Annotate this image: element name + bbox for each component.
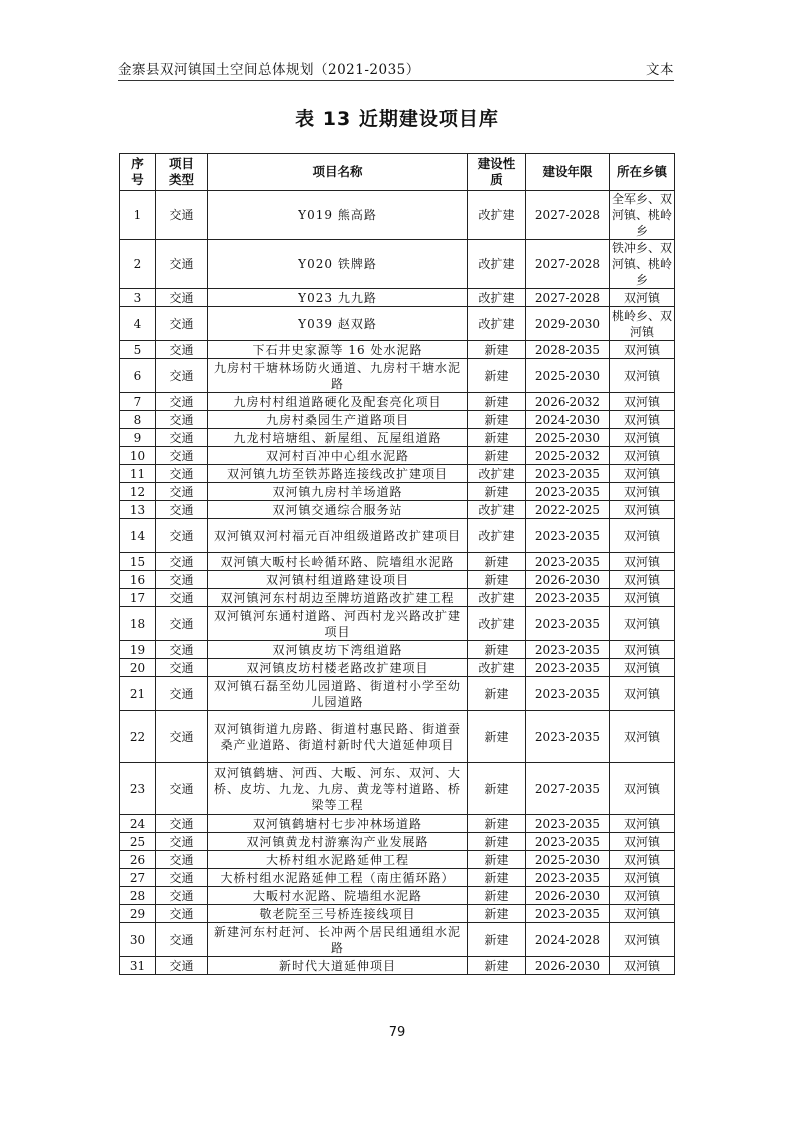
table-row [120,641,675,659]
table-row [120,519,675,553]
cell-town: 双河镇 [610,869,675,887]
cell-nature: 新建 [468,393,526,411]
cell-period: 2023-2035 [526,659,610,677]
cell-type: 交通 [156,677,208,711]
cell-town: 铁冲乡、双河镇、桃岭乡 [610,240,675,289]
cell-type: 交通 [156,641,208,659]
header-col-type: 项目类型 [156,154,208,191]
cell-index: 12 [120,483,156,501]
cell-town: 双河镇 [610,887,675,905]
table-row [120,763,675,815]
cell-town: 双河镇 [610,957,675,975]
cell-index: 3 [120,289,156,307]
cell-index: 5 [120,341,156,359]
cell-index: 8 [120,411,156,429]
cell-period: 2024-2030 [526,411,610,429]
cell-period: 2023-2035 [526,553,610,571]
cell-period: 2023-2035 [526,465,610,483]
cell-period: 2025-2032 [526,447,610,465]
cell-town: 双河镇 [610,905,675,923]
cell-nature: 新建 [468,711,526,763]
table-row [120,869,675,887]
cell-name: 九房村干塘林场防火通道、九房村干塘水泥路 [208,359,468,393]
table-row [120,957,675,975]
cell-nature: 新建 [468,763,526,815]
cell-type: 交通 [156,887,208,905]
cell-period: 2027-2028 [526,240,610,289]
cell-type: 交通 [156,359,208,393]
cell-town: 双河镇 [610,501,675,519]
cell-town: 双河镇 [610,589,675,607]
cell-type: 交通 [156,240,208,289]
table-row [120,905,675,923]
cell-nature: 改扩建 [468,501,526,519]
table-row [120,447,675,465]
cell-town: 双河镇 [610,447,675,465]
cell-name: 双河镇河东通村道路、河西村龙兴路改扩建项目 [208,607,468,641]
cell-name: 双河镇皮坊村楼老路改扩建项目 [208,659,468,677]
table-row [120,677,675,711]
table-row [120,659,675,677]
cell-nature: 改扩建 [468,240,526,289]
cell-index: 22 [120,711,156,763]
cell-nature: 新建 [468,833,526,851]
cell-index: 10 [120,447,156,465]
cell-name: 双河镇石磊至幼儿园道路、街道村小学至幼儿园道路 [208,677,468,711]
cell-town: 双河镇 [610,341,675,359]
cell-index: 20 [120,659,156,677]
table-row [120,341,675,359]
cell-type: 交通 [156,923,208,957]
cell-town: 双河镇 [610,923,675,957]
cell-town: 双河镇 [610,553,675,571]
cell-type: 交通 [156,833,208,851]
cell-type: 交通 [156,429,208,447]
cell-type: 交通 [156,869,208,887]
header-col-nature: 建设性质 [468,154,526,191]
cell-type: 交通 [156,501,208,519]
table-row [120,607,675,641]
cell-type: 交通 [156,553,208,571]
cell-type: 交通 [156,191,208,240]
header-divider [118,80,674,81]
table-row [120,833,675,851]
cell-index: 1 [120,191,156,240]
cell-name: 九龙村培塘组、新屋组、瓦屋组道路 [208,429,468,447]
table-title: 表 13 近期建设项目库 [295,108,499,130]
cell-index: 4 [120,307,156,341]
cell-index: 2 [120,240,156,289]
cell-type: 交通 [156,447,208,465]
cell-index: 11 [120,465,156,483]
cell-period: 2027-2028 [526,289,610,307]
cell-nature: 新建 [468,957,526,975]
cell-nature: 新建 [468,887,526,905]
cell-period: 2023-2035 [526,815,610,833]
cell-period: 2025-2030 [526,359,610,393]
cell-name: 敬老院至三号桥连接线项目 [208,905,468,923]
cell-nature: 改扩建 [468,289,526,307]
table-row [120,465,675,483]
cell-nature: 新建 [468,447,526,465]
cell-index: 9 [120,429,156,447]
cell-town: 双河镇 [610,289,675,307]
cell-name: 双河镇鹤塘、河西、大畈、河东、双河、大桥、皮坊、九龙、九房、黄龙等村道路、桥梁等工程 [208,763,468,815]
page-header [118,56,674,78]
cell-type: 交通 [156,851,208,869]
cell-index: 23 [120,763,156,815]
cell-name: 双河镇河东村胡边至牌坊道路改扩建工程 [208,589,468,607]
cell-period: 2026-2030 [526,887,610,905]
page-number: 79 [388,1025,406,1040]
cell-period: 2024-2028 [526,923,610,957]
cell-nature: 新建 [468,341,526,359]
cell-period: 2022-2025 [526,501,610,519]
cell-town: 双河镇 [610,641,675,659]
cell-index: 24 [120,815,156,833]
table-row [120,411,675,429]
cell-name: 双河镇大畈村长岭循环路、院墙组水泥路 [208,553,468,571]
cell-type: 交通 [156,289,208,307]
table-row [120,815,675,833]
cell-town: 双河镇 [610,411,675,429]
cell-name: 双河镇街道九房路、街道村惠民路、街道蚕桑产业道路、街道村新时代大道延伸项目 [208,711,468,763]
cell-name: 大畈村水泥路、院墙组水泥路 [208,887,468,905]
table-row [120,501,675,519]
document-section: 文本 [646,62,674,78]
table-row [120,589,675,607]
cell-nature: 新建 [468,815,526,833]
cell-period: 2025-2030 [526,851,610,869]
cell-town: 双河镇 [610,659,675,677]
cell-period: 2029-2030 [526,307,610,341]
table-row [120,711,675,763]
cell-period: 2023-2035 [526,711,610,763]
cell-index: 25 [120,833,156,851]
cell-index: 27 [120,869,156,887]
table-body [120,191,675,975]
cell-name: 双河镇九房村羊场道路 [208,483,468,501]
header-col-index: 序号 [120,154,156,191]
cell-index: 30 [120,923,156,957]
cell-period: 2028-2035 [526,341,610,359]
cell-nature: 新建 [468,869,526,887]
header-col-period: 建设年限 [526,154,610,191]
cell-period: 2023-2035 [526,641,610,659]
cell-name: 大桥村组水泥路延伸工程 [208,851,468,869]
table-row [120,240,675,289]
cell-name: 双河镇鹤塘村七步冲林场道路 [208,815,468,833]
cell-name: 双河村百冲中心组水泥路 [208,447,468,465]
cell-name: 大桥村组水泥路延伸工程（南庄循环路） [208,869,468,887]
cell-period: 2023-2035 [526,833,610,851]
cell-town: 双河镇 [610,677,675,711]
cell-nature: 新建 [468,571,526,589]
cell-index: 6 [120,359,156,393]
cell-type: 交通 [156,815,208,833]
cell-nature: 新建 [468,411,526,429]
cell-period: 2025-2030 [526,429,610,447]
cell-type: 交通 [156,957,208,975]
cell-town: 双河镇 [610,519,675,553]
header-col-town: 所在乡镇 [610,154,675,191]
cell-town: 双河镇 [610,711,675,763]
project-table [119,153,675,975]
table-header [120,154,675,191]
cell-period: 2023-2035 [526,519,610,553]
cell-index: 19 [120,641,156,659]
cell-name: 双河镇九坊至铁苏路连接线改扩建项目 [208,465,468,483]
cell-nature: 新建 [468,429,526,447]
cell-name: 双河镇黄龙村游寨沟产业发展路 [208,833,468,851]
cell-town: 双河镇 [610,571,675,589]
cell-period: 2026-2032 [526,393,610,411]
cell-nature: 新建 [468,483,526,501]
cell-nature: 新建 [468,359,526,393]
cell-index: 28 [120,887,156,905]
cell-town: 全军乡、双河镇、桃岭乡 [610,191,675,240]
cell-index: 13 [120,501,156,519]
cell-nature: 改扩建 [468,465,526,483]
cell-nature: 改扩建 [468,307,526,341]
table-row [120,289,675,307]
cell-type: 交通 [156,905,208,923]
cell-period: 2026-2030 [526,571,610,589]
cell-nature: 改扩建 [468,659,526,677]
cell-type: 交通 [156,483,208,501]
cell-name: Y023 九九路 [208,289,468,307]
cell-type: 交通 [156,571,208,589]
cell-town: 桃岭乡、双河镇 [610,307,675,341]
cell-nature: 新建 [468,641,526,659]
cell-period: 2026-2030 [526,957,610,975]
cell-index: 7 [120,393,156,411]
cell-type: 交通 [156,711,208,763]
cell-type: 交通 [156,519,208,553]
cell-period: 2023-2035 [526,607,610,641]
cell-town: 双河镇 [610,393,675,411]
cell-index: 16 [120,571,156,589]
table-row [120,429,675,447]
cell-name: 下石井史家源等 16 处水泥路 [208,341,468,359]
cell-town: 双河镇 [610,359,675,393]
cell-nature: 新建 [468,905,526,923]
cell-index: 26 [120,851,156,869]
cell-name: Y039 赵双路 [208,307,468,341]
cell-nature: 新建 [468,677,526,711]
cell-town: 双河镇 [610,815,675,833]
table-row [120,571,675,589]
cell-name: 新建河东村赶河、长冲两个居民组通组水泥路 [208,923,468,957]
cell-name: 九房村村组道路硬化及配套亮化项目 [208,393,468,411]
cell-period: 2027-2028 [526,191,610,240]
header-col-name: 项目名称 [208,154,468,191]
header-row [120,154,675,191]
cell-nature: 新建 [468,553,526,571]
cell-index: 31 [120,957,156,975]
cell-period: 2023-2035 [526,869,610,887]
table-row [120,923,675,957]
cell-nature: 新建 [468,851,526,869]
cell-town: 双河镇 [610,465,675,483]
cell-period: 2027-2035 [526,763,610,815]
table-row [120,191,675,240]
cell-period: 2023-2035 [526,677,610,711]
cell-type: 交通 [156,659,208,677]
cell-type: 交通 [156,393,208,411]
cell-index: 14 [120,519,156,553]
cell-name: 双河镇皮坊下湾组道路 [208,641,468,659]
cell-town: 双河镇 [610,851,675,869]
cell-period: 2023-2035 [526,483,610,501]
cell-index: 18 [120,607,156,641]
cell-name: Y019 熊高路 [208,191,468,240]
table-row [120,851,675,869]
cell-name: 新时代大道延伸项目 [208,957,468,975]
cell-nature: 改扩建 [468,607,526,641]
cell-type: 交通 [156,763,208,815]
cell-type: 交通 [156,411,208,429]
cell-name: Y020 铁牌路 [208,240,468,289]
cell-index: 29 [120,905,156,923]
cell-town: 双河镇 [610,483,675,501]
table-row [120,307,675,341]
cell-name: 九房村桑园生产道路项目 [208,411,468,429]
table-row [120,483,675,501]
table-row [120,393,675,411]
cell-type: 交通 [156,465,208,483]
cell-type: 交通 [156,607,208,641]
cell-period: 2023-2035 [526,905,610,923]
cell-town: 双河镇 [610,763,675,815]
cell-period: 2023-2035 [526,589,610,607]
cell-town: 双河镇 [610,607,675,641]
document-title: 金寨县双河镇国土空间总体规划（2021-2035） [118,62,420,78]
table-row [120,553,675,571]
cell-nature: 改扩建 [468,519,526,553]
cell-name: 双河镇交通综合服务站 [208,501,468,519]
cell-nature: 新建 [468,923,526,957]
cell-name: 双河镇村组道路建设项目 [208,571,468,589]
cell-town: 双河镇 [610,429,675,447]
table-row [120,359,675,393]
table-row [120,887,675,905]
cell-index: 15 [120,553,156,571]
cell-nature: 改扩建 [468,589,526,607]
cell-index: 17 [120,589,156,607]
cell-type: 交通 [156,341,208,359]
cell-type: 交通 [156,307,208,341]
cell-index: 21 [120,677,156,711]
cell-name: 双河镇双河村福元百冲组级道路改扩建项目 [208,519,468,553]
cell-town: 双河镇 [610,833,675,851]
cell-type: 交通 [156,589,208,607]
cell-nature: 改扩建 [468,191,526,240]
